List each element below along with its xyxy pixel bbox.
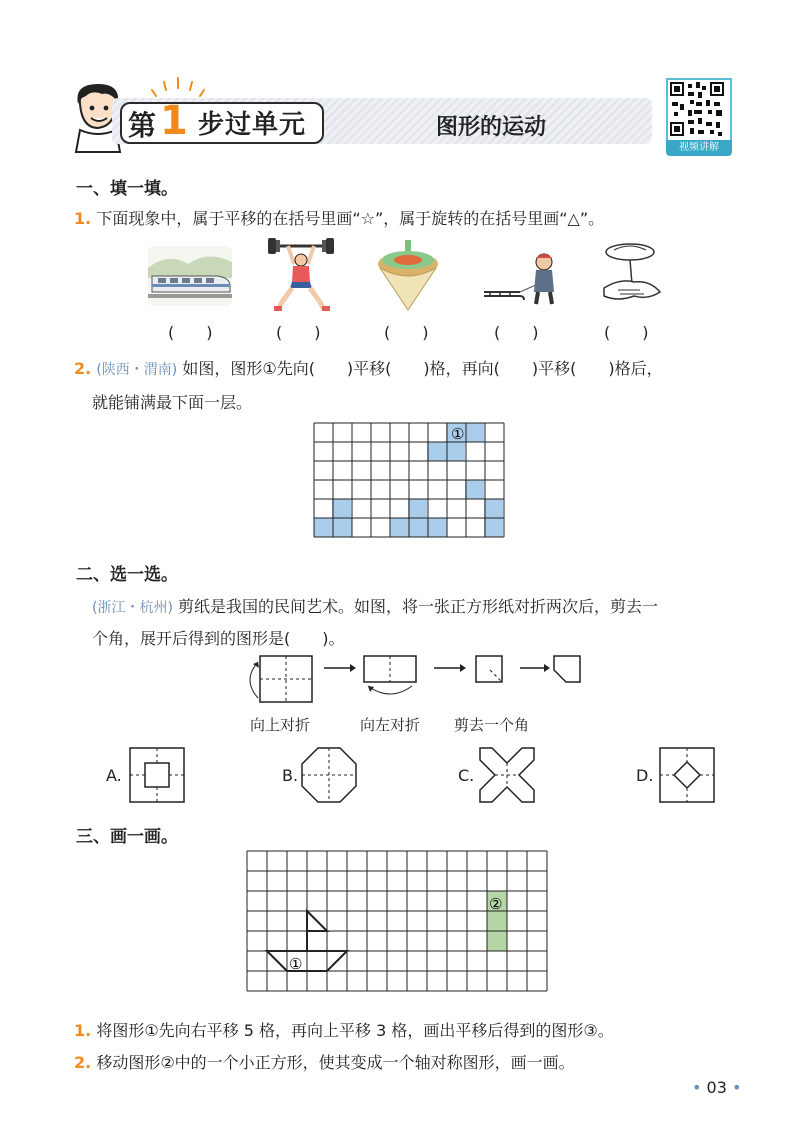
shaded-cell <box>409 518 428 537</box>
s3-q1-text: 将图形①先向右平移 5 格，再向上平移 3 格，画出平移后得到的图形③。 <box>96 1021 614 1040</box>
figure2-marker: ② <box>489 895 503 913</box>
shaded-cell <box>333 518 352 537</box>
figure1-marker: ① <box>451 425 465 443</box>
option-c-figure[interactable] <box>478 746 536 804</box>
sled-child-icon <box>480 250 562 310</box>
paren-5[interactable]: ( ) <box>604 323 649 342</box>
figure1-cell <box>446 442 465 461</box>
option-a-label[interactable]: A. <box>106 766 122 785</box>
page-title: 图形的运动 <box>436 115 547 140</box>
shaded-cell <box>484 518 503 537</box>
step-2-label: 向左对折 <box>360 716 421 734</box>
section2-title: 二、选一选。 <box>76 565 178 585</box>
qr-code-icon[interactable] <box>666 78 732 144</box>
q2-line1: 如图，图形①先向( )平移( )格，再向( )平移( )格后， <box>182 359 663 378</box>
figure1-cell <box>427 442 446 461</box>
shaded-cell <box>408 499 427 518</box>
option-b-figure[interactable] <box>300 746 358 804</box>
figure1-cell <box>465 423 484 442</box>
step-1-label: 向上对折 <box>250 716 311 734</box>
qr-caption: 视频讲解 <box>666 140 732 156</box>
option-b-label[interactable]: B. <box>282 766 299 785</box>
s3-q2-text: 移动图形②中的一个小正方形，使其变成一个轴对称图形，画一画。 <box>96 1053 575 1072</box>
shaded-cell <box>465 480 484 499</box>
section2-line1: 剪纸是我国的民间艺术。如图，将一张正方形纸对折两次后，剪去一 <box>178 597 659 616</box>
badge-title: 步过单元 <box>198 110 307 140</box>
paren-1[interactable]: ( ) <box>168 323 213 342</box>
shaded-cell <box>332 499 351 518</box>
option-d-label[interactable]: D. <box>636 766 654 785</box>
option-c-label[interactable]: C. <box>458 766 475 785</box>
spinning-plate-icon <box>600 240 666 310</box>
paren-2[interactable]: ( ) <box>276 323 321 342</box>
figure1-marker: ① <box>289 955 303 973</box>
figure2-cell <box>487 931 507 951</box>
section1-q1 <box>74 206 604 229</box>
section2-region: (浙江・杭州) <box>92 600 173 616</box>
section2-line2: 个角，展开后得到的图形是( )。 <box>92 629 345 648</box>
paren-3[interactable]: ( ) <box>384 323 429 342</box>
section1-q2 <box>74 356 754 379</box>
q1-number: 1. <box>74 209 92 228</box>
q1-text: 下面现象中，属于平移的在括号里画“☆”，属于旋转的在括号里画“△”。 <box>96 209 605 228</box>
shaded-cell <box>390 518 409 537</box>
train-icon <box>148 246 232 306</box>
shaded-cell <box>314 518 333 537</box>
option-d-figure[interactable] <box>658 746 716 804</box>
drawing-grid[interactable] <box>246 850 550 994</box>
q2-line2: 就能铺满最下面一层。 <box>92 393 253 412</box>
q2-region: (陕西・渭南) <box>96 362 178 378</box>
badge-di: 第 <box>128 109 157 142</box>
figure2-cell <box>487 911 507 931</box>
s3-q1-number: 1. <box>74 1021 92 1040</box>
paren-4[interactable]: ( ) <box>494 323 539 342</box>
section1-title: 一、填一填。 <box>76 179 178 199</box>
page-number-text: 03 <box>706 1078 727 1097</box>
section2-q <box>92 594 752 617</box>
sun-rays-icon <box>148 74 208 100</box>
option-a-figure[interactable] <box>128 746 186 804</box>
section3-q1 <box>74 1018 614 1041</box>
section3-q2 <box>74 1050 575 1073</box>
section3-title: 三、画一画。 <box>76 827 178 847</box>
s3-q2-number: 2. <box>74 1053 92 1072</box>
step-3-label: 剪去一个角 <box>454 716 530 734</box>
shaded-cell <box>428 518 447 537</box>
tiling-grid <box>313 422 505 540</box>
weightlifter-icon <box>266 236 336 312</box>
header <box>0 0 800 170</box>
folding-diagram <box>236 650 596 710</box>
page-number: • 03 • <box>692 1078 742 1097</box>
shaded-cell <box>484 499 503 518</box>
spinning-top-icon <box>376 240 440 312</box>
badge-number: 1 <box>160 98 188 144</box>
q2-number: 2. <box>74 359 92 378</box>
